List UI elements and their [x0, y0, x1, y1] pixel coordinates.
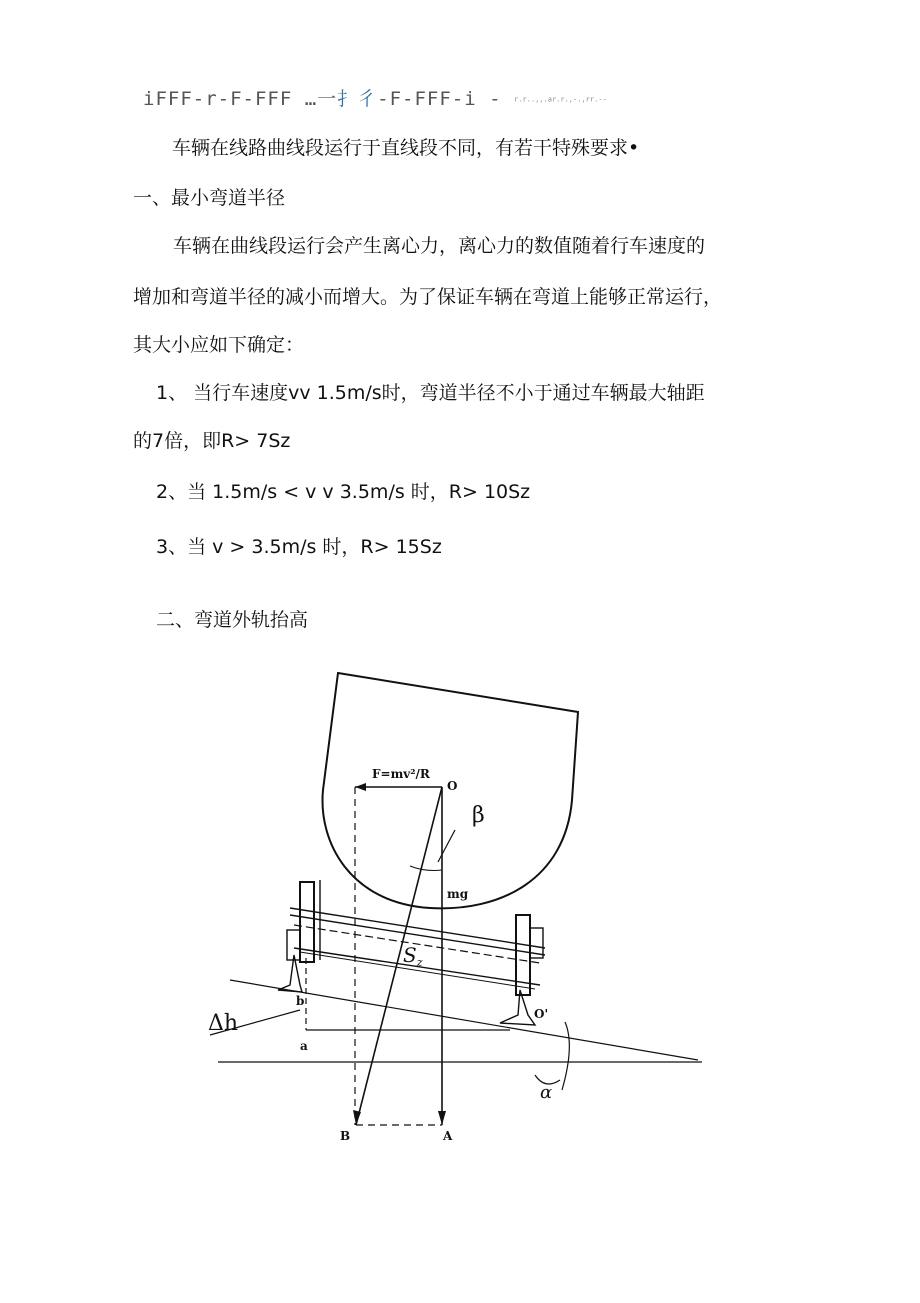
item2: 2、当 1.5m/s < v v 3.5m/s 时，R> 10Sz — [156, 481, 531, 503]
label-sz: $S_z$ — [403, 943, 423, 969]
gravity-arrowhead — [438, 1111, 446, 1125]
force-arrowhead — [355, 783, 366, 791]
header-tiny-text: r.r..,,.ar.r.,-.,rr.-- — [514, 95, 607, 104]
section1-title: 一、最小弯道半径 — [133, 187, 286, 209]
header-text-c: -F-FFF-i - — [377, 88, 502, 110]
label-mg: mg — [447, 887, 469, 901]
item1-line1: 1、 当行车速度vv 1.5m/s时，弯道半径不小于通过车辆最大轴距 — [156, 382, 705, 404]
label-o-prime: O' — [534, 1007, 549, 1021]
section1-para-line1: 车辆在曲线段运行会产生离心力，离心力的数值随着行车速度的 — [173, 235, 706, 257]
intro-paragraph: 车辆在线路曲线段运行于直线段不同，有若干特殊要求• — [172, 137, 640, 159]
label-B: B — [340, 1129, 351, 1143]
header-text-a: iFFF-r-F-FFF …一 — [143, 88, 338, 110]
item1-line2: 的7倍，即R> 7Sz — [133, 430, 291, 452]
header-text-b: 扌彳 — [337, 88, 378, 110]
label-beta: β — [472, 803, 485, 828]
section1-para-line3: 其大小应如下确定： — [133, 334, 305, 356]
label-a: a — [300, 1039, 308, 1053]
label-alpha: α — [540, 1082, 553, 1103]
label-delta-h: Δh — [208, 1011, 239, 1036]
label-A: A — [443, 1129, 453, 1143]
label-b: b — [296, 994, 305, 1008]
section1-para-line2: 增加和弯道半径的减小而增大。为了保证车辆在弯道上能够正常运行， — [133, 286, 723, 308]
item3: 3、当 v > 3.5m/s 时，R> 15Sz — [156, 536, 442, 558]
label-o: O — [447, 779, 458, 793]
section2-title: 二、弯道外轨抬高 — [156, 609, 309, 631]
label-centrifugal-force: F=mv²/R — [372, 767, 430, 781]
